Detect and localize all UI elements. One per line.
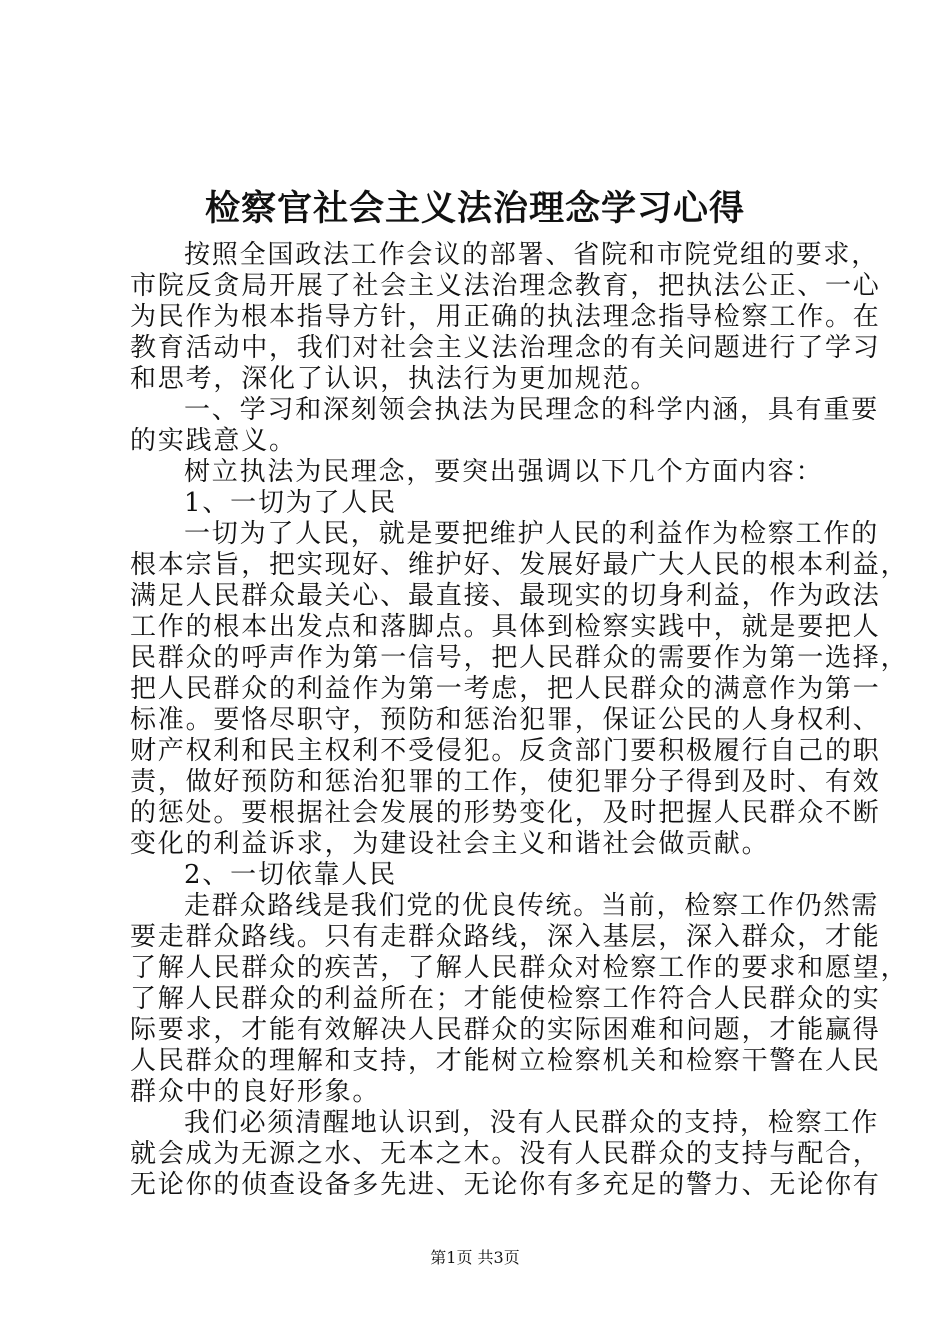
paragraph-line: 的惩处。要根据社会发展的形势变化，及时把握人民群众不断 — [130, 798, 881, 828]
paragraph-line: 群众中的良好形象。 — [130, 1077, 381, 1107]
paragraph-line: 就会成为无源之水、无本之木。没有人民群众的支持与配合， — [130, 1139, 881, 1169]
paragraph-line: 了解人民群众的疾苦，了解人民群众对检察工作的要求和愿望， — [130, 953, 909, 983]
section-heading-line: 的实践意义。 — [130, 426, 297, 456]
paragraph-line: 标准。要恪尽职守，预防和惩治犯罪，保证公民的人身权利、 — [130, 705, 881, 735]
document-body — [130, 240, 909, 1201]
paragraph-line: 我们必须清醒地认识到，没有人民群众的支持，检察工作 — [184, 1108, 880, 1138]
paragraph-line: 了解人民群众的利益所在；才能使检察工作符合人民群众的实 — [130, 984, 881, 1014]
paragraph-line: 和思考，深化了认识，执法行为更加规范。 — [130, 364, 659, 394]
paragraph-line: 民群众的呼声作为第一信号，把人民群众的需要作为第一选择， — [130, 643, 909, 673]
paragraph-line: 市院反贪局开展了社会主义法治理念教育，把执法公正、一心 — [130, 271, 881, 301]
paragraph-line: 为民作为根本指导方针，用正确的执法理念指导检察工作。在 — [130, 302, 881, 332]
paragraph-line: 无论你的侦查设备多先进、无论你有多充足的警力、无论你有 — [130, 1170, 881, 1200]
paragraph-line: 教育活动中，我们对社会主义法治理念的有关问题进行了学习 — [130, 333, 881, 363]
paragraph-line: 要走群众路线。只有走群众路线，深入基层，深入群众，才能 — [130, 922, 881, 952]
paragraph-line: 变化的利益诉求，为建设社会主义和谐社会做贡献。 — [130, 829, 770, 859]
paragraph-line: 按照全国政法工作会议的部署、省院和市院党组的要求， — [184, 240, 880, 270]
paragraph-line: 工作的根本出发点和落脚点。具体到检察实践中，就是要把人 — [130, 612, 881, 642]
paragraph-line: 把人民群众的利益作为第一考虑，把人民群众的满意作为第一 — [130, 674, 881, 704]
subheading-line: 2、一切依靠人民 — [184, 860, 397, 890]
paragraph-line: 一切为了人民，就是要把维护人民的利益作为检察工作的 — [184, 519, 880, 549]
paragraph-line: 根本宗旨，把实现好、维护好、发展好最广大人民的根本利益， — [130, 550, 909, 580]
paragraph-line: 走群众路线是我们党的优良传统。当前，检察工作仍然需 — [184, 891, 880, 921]
document-title: 检察官社会主义法治理念学习心得 — [204, 188, 745, 229]
paragraph-line: 树立执法为民理念，要突出强调以下几个方面内容： — [184, 457, 824, 487]
paragraph-line: 财产权利和民主权利不受侵犯。反贪部门要积极履行自己的职 — [130, 736, 881, 766]
section-heading-line: 一、学习和深刻领会执法为民理念的科学内涵，具有重要 — [184, 395, 880, 425]
page-footer: 第1页 共3页 — [430, 1248, 520, 1267]
paragraph-line: 责，做好预防和惩治犯罪的工作，使犯罪分子得到及时、有效 — [130, 767, 881, 797]
paragraph-line: 满足人民群众最关心、最直接、最现实的切身利益，作为政法 — [130, 581, 881, 611]
paragraph-line: 人民群众的理解和支持，才能树立检察机关和检察干警在人民 — [130, 1046, 881, 1076]
subheading-line: 1、一切为了人民 — [184, 488, 397, 518]
paragraph-line: 际要求，才能有效解决人民群众的实际困难和问题，才能赢得 — [130, 1015, 881, 1045]
